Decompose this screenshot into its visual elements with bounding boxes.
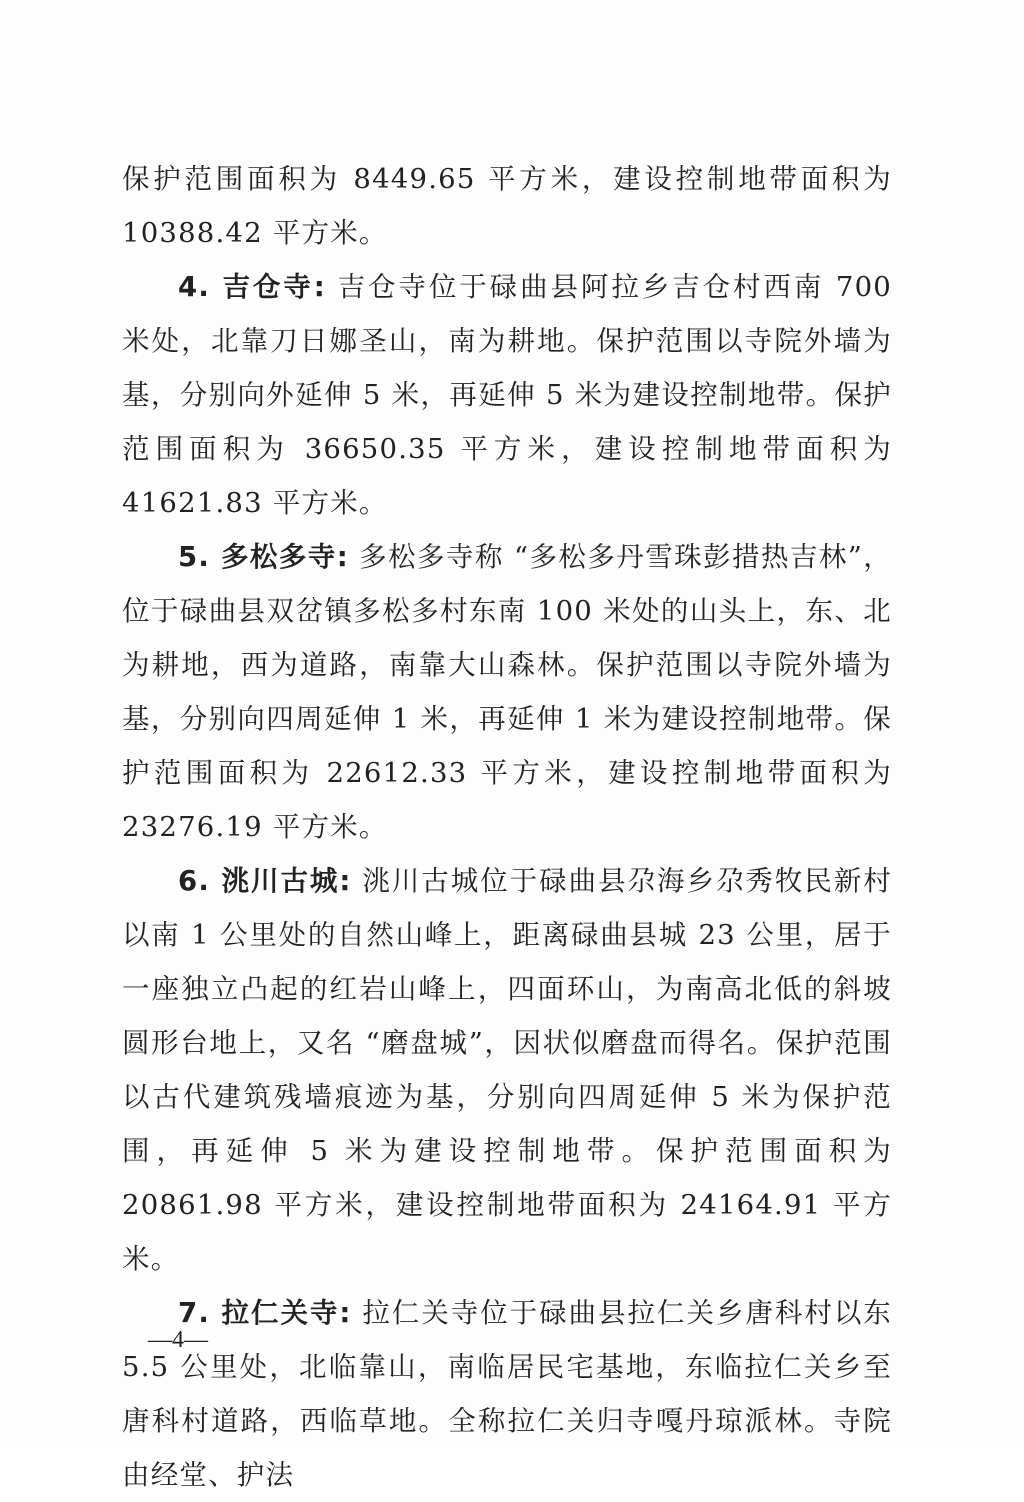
- paragraph-text: 吉仓寺位于碌曲县阿拉乡吉仓村西南 700 米处，北靠刀日娜圣山，南为耕地。保护范围以寺院外墙为基，分别向外延伸 5 米，再延伸 5 米为建设控制地带。保护范围面积为 36650.35 平方米，建设控制地带面积为 41621.83 平方米。: [122, 271, 892, 519]
- paragraph-taochuan-ancient-city: [122, 854, 892, 1286]
- paragraph-text: 保护范围面积为 8449.65 平方米，建设控制地带面积为 10388.42 平方米。: [122, 163, 892, 249]
- paragraph-heading: 6. 洮川古城:: [178, 865, 352, 897]
- paragraph-text: 拉仁关寺位于碌曲县拉仁关乡唐科村以东 5.5 公里处，北临靠山，南临居民宅基地，东临拉仁关乡至唐科村道路，西临草地。全称拉仁关归寺嘎丹琼派林。寺院由经堂、护法: [122, 1297, 892, 1491]
- paragraph-text: 多松多寺称 “多松多丹雪珠彭措热吉林”，位于碌曲县双岔镇多松多村东南 100 米处的山头上，东、北为耕地，西为道路，南靠大山森林。保护范围以寺院外墙为基，分别向四周延伸 1 米，再延伸 1 米为建设控制地带。保护范围面积为 22612.33 平方米，建设控制地带面积为 23276.19 平方米。: [122, 541, 892, 843]
- paragraph-heading: 4. 吉仓寺:: [178, 271, 326, 303]
- paragraph-heading: 7. 拉仁关寺:: [178, 1297, 352, 1329]
- paragraph-text: 洮川古城位于碌曲县尕海乡尕秀牧民新村以南 1 公里处的自然山峰上，距离碌曲县城 23 公里，居于一座独立凸起的红岩山峰上，四面环山，为南高北低的斜坡圆形台地上，又名 “磨盘城”，因状似磨盘而得名。保护范围以古代建筑残墙痕迹为基，分别向四周延伸 5 米为保护范围，再延伸 5 米为建设控制地带。保护范围面积为 20861.98 平方米，建设控制地带面积为 24164.91 平方米。: [122, 865, 892, 1275]
- paragraph-continuation: [122, 152, 892, 260]
- page-number: —4—: [148, 1327, 208, 1353]
- paragraph-jicang-temple: [122, 260, 892, 530]
- document-body: [122, 152, 892, 1502]
- paragraph-larenguan-temple: [122, 1286, 892, 1502]
- paragraph-duosongduo-temple: [122, 530, 892, 854]
- paragraph-heading: 5. 多松多寺:: [178, 541, 349, 573]
